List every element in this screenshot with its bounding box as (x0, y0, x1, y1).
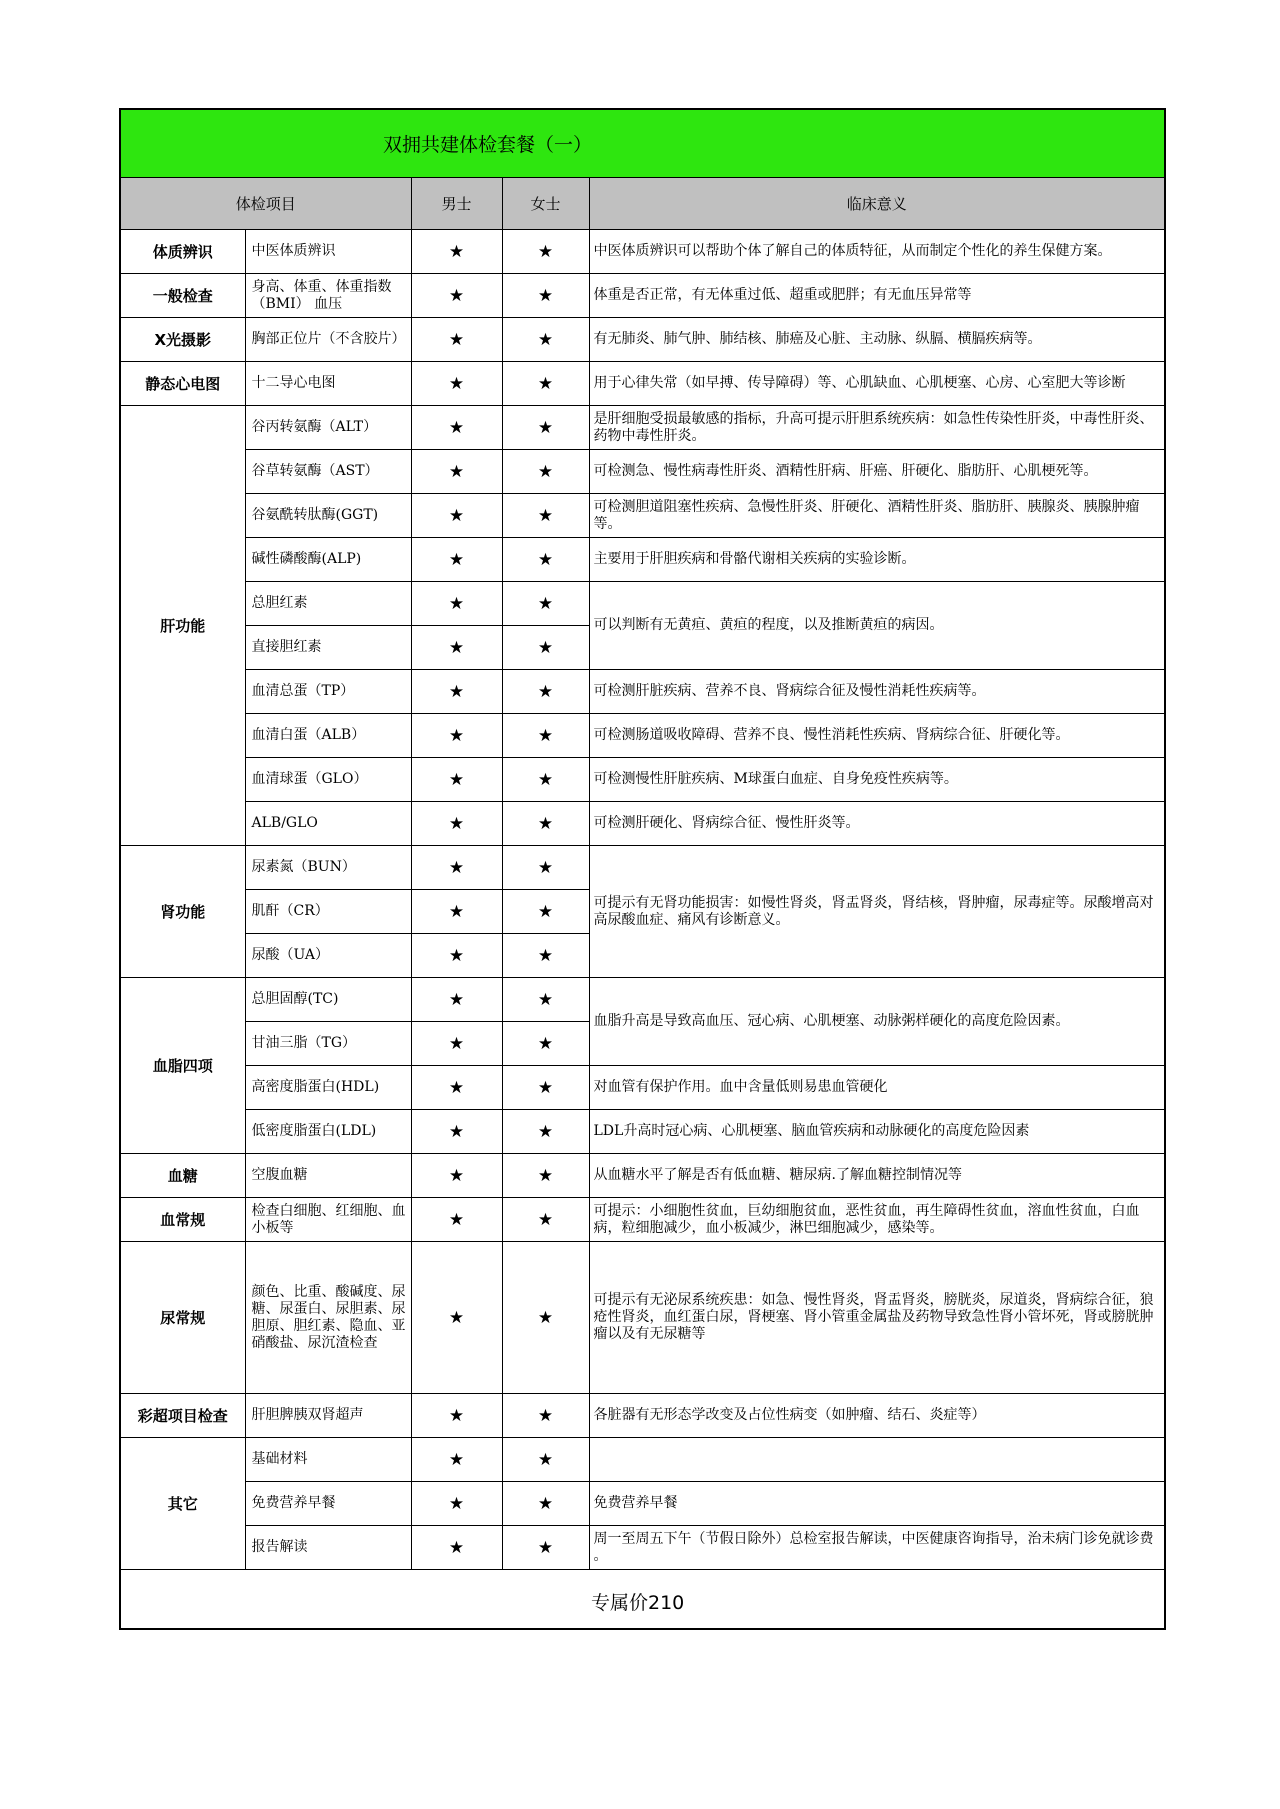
male-mark: ★ (411, 626, 502, 670)
table-row (120, 230, 1165, 274)
female-mark: ★ (502, 1110, 589, 1154)
title-row (120, 109, 1165, 178)
male-mark: ★ (411, 362, 502, 406)
male-mark: ★ (411, 890, 502, 934)
male-mark: ★ (411, 978, 502, 1022)
male-mark: ★ (411, 1394, 502, 1438)
female-mark: ★ (502, 626, 589, 670)
exam-item: 免费营养早餐 (245, 1482, 411, 1526)
exam-item: 血清白蛋（ALB） (245, 714, 411, 758)
category-cell: 血脂四项 (120, 978, 245, 1154)
table-row (120, 494, 1165, 538)
table-row (120, 670, 1165, 714)
clinical-meaning: 中医体质辨识可以帮助个体了解自己的体质特征，从而制定个性化的养生保健方案。 (589, 230, 1165, 274)
exam-item: 胸部正位片（不含胶片） (245, 318, 411, 362)
male-mark: ★ (411, 846, 502, 890)
clinical-meaning: 有无肺炎、肺气肿、肺结核、肺癌及心脏、主动脉、纵膈、横膈疾病等。 (589, 318, 1165, 362)
female-mark: ★ (502, 1154, 589, 1198)
table-row (120, 1482, 1165, 1526)
table-row (120, 1438, 1165, 1482)
table-row (120, 318, 1165, 362)
exam-item: 高密度脂蛋白(HDL) (245, 1066, 411, 1110)
exam-item: ALB/GLO (245, 802, 411, 846)
male-mark: ★ (411, 582, 502, 626)
male-mark: ★ (411, 802, 502, 846)
exam-item: 谷草转氨酶（AST） (245, 450, 411, 494)
female-mark: ★ (502, 1482, 589, 1526)
female-mark: ★ (502, 978, 589, 1022)
male-mark: ★ (411, 274, 502, 318)
table-row (120, 582, 1165, 626)
male-mark: ★ (411, 318, 502, 362)
male-mark: ★ (411, 538, 502, 582)
female-mark: ★ (502, 758, 589, 802)
female-mark: ★ (502, 1242, 589, 1394)
clinical-meaning: 用于心律失常（如早搏、传导障碍）等、心肌缺血、心肌梗塞、心房、心室肥大等诊断 (589, 362, 1165, 406)
header-meaning: 临床意义 (589, 178, 1165, 230)
clinical-meaning: 可检测胆道阻塞性疾病、急慢性肝炎、肝硬化、酒精性肝炎、脂肪肝、胰腺炎、胰腺肿瘤等。 (589, 494, 1165, 538)
table-row (120, 1242, 1165, 1394)
table-row (120, 1394, 1165, 1438)
table-row (120, 1526, 1165, 1570)
male-mark: ★ (411, 494, 502, 538)
female-mark: ★ (502, 714, 589, 758)
clinical-meaning: 可检测肝脏疾病、营养不良、肾病综合征及慢性消耗性疾病等。 (589, 670, 1165, 714)
female-mark: ★ (502, 1394, 589, 1438)
exam-item: 碱性磷酸酶(ALP) (245, 538, 411, 582)
male-mark: ★ (411, 230, 502, 274)
exam-item: 身高、体重、体重指数（BMI） 血压 (245, 274, 411, 318)
table-row (120, 846, 1165, 890)
category-cell: 血糖 (120, 1154, 245, 1198)
exam-item: 尿素氮（BUN） (245, 846, 411, 890)
category-cell: 静态心电图 (120, 362, 245, 406)
clinical-meaning: 各脏器有无形态学改变及占位性病变（如肿瘤、结石、炎症等） (589, 1394, 1165, 1438)
header-female: 女士 (502, 178, 589, 230)
clinical-meaning: 可检测急、慢性病毒性肝炎、酒精性肝病、肝癌、肝硬化、脂肪肝、心肌梗死等。 (589, 450, 1165, 494)
female-mark: ★ (502, 1066, 589, 1110)
male-mark: ★ (411, 1154, 502, 1198)
exclusive-price: 专属价210 (591, 1591, 685, 1614)
category-cell: 尿常规 (120, 1242, 245, 1394)
clinical-meaning: 对血管有保护作用。血中含量低则易患血管硬化 (589, 1066, 1165, 1110)
female-mark: ★ (502, 450, 589, 494)
clinical-meaning: 免费营养早餐 (589, 1482, 1165, 1526)
table-row (120, 362, 1165, 406)
female-mark: ★ (502, 890, 589, 934)
category-cell: 彩超项目检查 (120, 1394, 245, 1438)
male-mark: ★ (411, 758, 502, 802)
female-mark: ★ (502, 538, 589, 582)
clinical-meaning: 是肝细胞受损最敏感的指标，升高可提示肝胆系统疾病：如急性传染性肝炎，中毒性肝炎、药物中毒性肝炎。 (589, 406, 1165, 450)
male-mark: ★ (411, 1242, 502, 1394)
exam-item: 甘油三脂（TG） (245, 1022, 411, 1066)
female-mark: ★ (502, 1526, 589, 1570)
exam-item: 尿酸（UA） (245, 934, 411, 978)
table-row (120, 406, 1165, 450)
female-mark: ★ (502, 934, 589, 978)
category-cell: 血常规 (120, 1198, 245, 1242)
clinical-meaning: 可检测慢性肝脏疾病、M球蛋白血症、自身免疫性疾病等。 (589, 758, 1165, 802)
female-mark: ★ (502, 582, 589, 626)
table-row (120, 1066, 1165, 1110)
exam-item: 谷丙转氨酶（ALT） (245, 406, 411, 450)
exam-item: 肝胆脾胰双肾超声 (245, 1394, 411, 1438)
clinical-meaning: 主要用于肝胆疾病和骨骼代谢相关疾病的实验诊断。 (589, 538, 1165, 582)
health-package-table (119, 108, 1166, 1630)
clinical-meaning: 可提示有无泌尿系统疾患：如急、慢性肾炎，肾盂肾炎，膀胱炎，尿道炎，肾病综合征，狼疮性肾炎，血红蛋白尿，肾梗塞、肾小管重金属盐及药物导致急性肾小管坏死，肾或膀胱肿瘤以及有无尿糖等 (589, 1242, 1165, 1394)
exam-item: 总胆红素 (245, 582, 411, 626)
female-mark: ★ (502, 274, 589, 318)
female-mark: ★ (502, 670, 589, 714)
male-mark: ★ (411, 1482, 502, 1526)
male-mark: ★ (411, 714, 502, 758)
male-mark: ★ (411, 1022, 502, 1066)
clinical-meaning: 周一至周五下午（节假日除外）总检室报告解读，中医健康咨询指导，治未病门诊免就诊费 。 (589, 1526, 1165, 1570)
exam-item: 检查白细胞、红细胞、血小板等 (245, 1198, 411, 1242)
category-cell: X光摄影 (120, 318, 245, 362)
female-mark: ★ (502, 318, 589, 362)
female-mark: ★ (502, 1438, 589, 1482)
price-row (120, 1570, 1165, 1630)
table-row (120, 1154, 1165, 1198)
female-mark: ★ (502, 494, 589, 538)
male-mark: ★ (411, 1438, 502, 1482)
clinical-meaning: 可检测肠道吸收障碍、营养不良、慢性消耗性疾病、肾病综合征、肝硬化等。 (589, 714, 1165, 758)
table-row (120, 1110, 1165, 1154)
exam-item: 直接胆红素 (245, 626, 411, 670)
exam-item: 血清总蛋（TP） (245, 670, 411, 714)
exam-item: 十二导心电图 (245, 362, 411, 406)
package-title: 双拥共建体检套餐（一） (120, 109, 1165, 178)
female-mark: ★ (502, 802, 589, 846)
exam-item: 空腹血糖 (245, 1154, 411, 1198)
category-cell: 肝功能 (120, 406, 245, 846)
exam-item: 低密度脂蛋白(LDL) (245, 1110, 411, 1154)
male-mark: ★ (411, 934, 502, 978)
male-mark: ★ (411, 1198, 502, 1242)
table-row (120, 538, 1165, 582)
category-cell: 肾功能 (120, 846, 245, 978)
exam-item: 基础材料 (245, 1438, 411, 1482)
male-mark: ★ (411, 1526, 502, 1570)
female-mark: ★ (502, 1022, 589, 1066)
category-cell: 体质辨识 (120, 230, 245, 274)
clinical-meaning: 可提示：小细胞性贫血，巨幼细胞贫血，恶性贫血，再生障碍性贫血，溶血性贫血，白血病，粒细胞减少，血小板减少，淋巴细胞减少，感染等。 (589, 1198, 1165, 1242)
female-mark: ★ (502, 362, 589, 406)
price-cell (120, 1570, 1165, 1630)
table-row (120, 450, 1165, 494)
exam-item: 谷氨酰转肽酶(GGT) (245, 494, 411, 538)
exam-item: 血清球蛋（GLO） (245, 758, 411, 802)
male-mark: ★ (411, 1110, 502, 1154)
clinical-meaning: LDL升高时冠心病、心肌梗塞、脑血管疾病和动脉硬化的高度危险因素 (589, 1110, 1165, 1154)
table-row (120, 274, 1165, 318)
female-mark: ★ (502, 230, 589, 274)
exam-item: 中医体质辨识 (245, 230, 411, 274)
male-mark: ★ (411, 406, 502, 450)
category-cell: 一般检查 (120, 274, 245, 318)
male-mark: ★ (411, 450, 502, 494)
male-mark: ★ (411, 670, 502, 714)
female-mark: ★ (502, 846, 589, 890)
clinical-meaning (589, 1438, 1165, 1482)
female-mark: ★ (502, 406, 589, 450)
clinical-meaning: 可提示有无肾功能损害：如慢性肾炎，肾盂肾炎，肾结核，肾肿瘤，尿毒症等。尿酸增高对高尿酸血症、痛风有诊断意义。 (589, 846, 1165, 978)
exam-item: 颜色、比重、酸碱度、尿糖、尿蛋白、尿胆素、尿胆原、胆红素、隐血、亚硝酸盐、尿沉渣检查 (245, 1242, 411, 1394)
header-male: 男士 (411, 178, 502, 230)
table-row (120, 758, 1165, 802)
clinical-meaning: 从血糖水平了解是否有低血糖、糖尿病.了解血糖控制情况等 (589, 1154, 1165, 1198)
table-row (120, 802, 1165, 846)
clinical-meaning: 血脂升高是导致高血压、冠心病、心肌梗塞、动脉粥样硬化的高度危险因素。 (589, 978, 1165, 1066)
exam-item: 总胆固醇(TC) (245, 978, 411, 1022)
exam-item: 报告解读 (245, 1526, 411, 1570)
table-row (120, 1198, 1165, 1242)
table-row (120, 978, 1165, 1022)
exam-item: 肌酐（CR） (245, 890, 411, 934)
table-row (120, 714, 1165, 758)
female-mark: ★ (502, 1198, 589, 1242)
clinical-meaning: 可检测肝硬化、肾病综合征、慢性肝炎等。 (589, 802, 1165, 846)
header-row (120, 178, 1165, 230)
clinical-meaning: 可以判断有无黄疸、黄疸的程度，以及推断黄疸的病因。 (589, 582, 1165, 670)
male-mark: ★ (411, 1066, 502, 1110)
header-item: 体检项目 (120, 178, 411, 230)
category-cell: 其它 (120, 1438, 245, 1570)
clinical-meaning: 体重是否正常，有无体重过低、超重或肥胖；有无血压异常等 (589, 274, 1165, 318)
